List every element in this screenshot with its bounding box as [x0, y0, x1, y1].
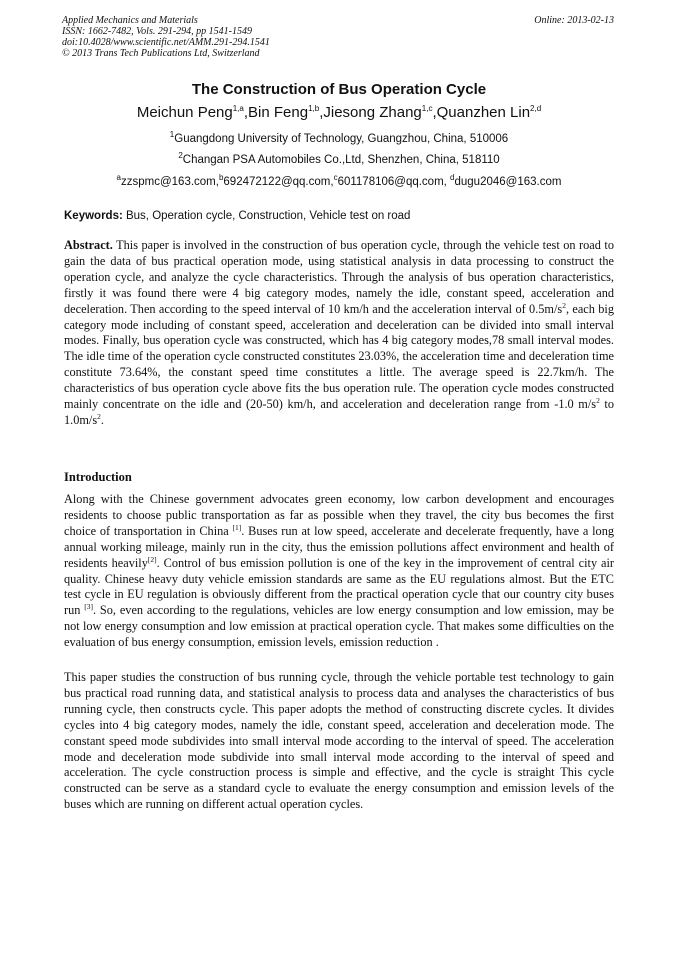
- author-emails: [0, 173, 678, 188]
- author-list: Meichun Peng$^{1,a}$,Bin Feng$^{1,b}$,Jiesong Zhang$^{1,c}$,Quanzhen Lin$^{2,d}$: [136, 104, 542, 121]
- email-marker: d: [450, 173, 455, 183]
- abstract-label: Abstract.: [64, 238, 113, 252]
- affiliation-1: [0, 130, 678, 145]
- body-text: . So, even according to the regulations, vehicles are low energy consumption and low emission, may be not low energy consumption and low emission at practical operation cycle. That makes some difficulties on the evaluation of bus energy consumption, emission levels, emission reduction .: [64, 603, 615, 650]
- email-marker: a: [116, 173, 121, 183]
- affiliation-2: [0, 151, 678, 166]
- citation-ref: [2]: [147, 554, 157, 564]
- email-address: 692472122@qq.com,: [223, 176, 334, 188]
- superscript: 2: [97, 411, 101, 421]
- email-address: 601178106@qq.com,: [337, 176, 451, 188]
- keywords-label: Keywords:: [64, 210, 123, 222]
- introduction-paragraph-2: This paper studies the construction of bus running cycle, through the vehicle portable test technology to gain bus practical road running data, and statistical analysis to process data and analyses the characteristics of bus running cycle, then constructs cycle. This paper adopts the method of constructing discrete cycles. It divides cycles into 4 big category modes, namely the idle, constant speed, acceleration and deceleration mode. The constant speed mode subdivides into small interval mode according to the interval of speed. The acceleration mode and deceleration mode subdivide into small interval mode according to the interval of speed and acceleration. The cycle construction process is simple and effective, and the cycle is straight This cycle constructed can be serve as a standard cycle to evaluate the energy consumption and emission levels of the buses which are running on different actual operation cycles.: [64, 670, 614, 812]
- author-marker: 1,c: [421, 104, 433, 113]
- author-name: Jiesong Zhang: [323, 104, 422, 121]
- email-address: dugu2046@163.com: [454, 176, 562, 188]
- citation-ref: [1]: [232, 522, 242, 532]
- abstract-text: This paper is involved in the construction of bus operation cycle, through the vehicle test on road to gain the data of bus practical operation mode, using statistical analysis in data processing to construct the operation cycle, and analyze the cycle characteristics. Through the analysis of bus operation characteristics, firstly it was found there were 4 big category modes, namely the idle, constant speed, acceleration and deceleration. Then according to the speed interval of 10 km/h and the acceleration interval of 0.5m/s: [64, 238, 614, 316]
- affiliation-marker: 2: [178, 151, 183, 161]
- doi-line: doi:10.4028/www.scientific.net/AMM.291-294.1541: [62, 37, 270, 48]
- paper-title: The Construction of Bus Operation Cycle: [191, 81, 487, 98]
- abstract-paragraph: [64, 238, 614, 429]
- author-name: Quanzhen Lin: [436, 104, 531, 121]
- copyright-line: © 2013 Trans Tech Publications Ltd, Switzerland: [62, 48, 260, 59]
- abstract-text: , each big category mode including of constant speed, acceleration and deceleration can be divided into small interval modes. Finally, bus operation cycle was constructed, which has 4 big category modes,78 small interval modes. The idle time of the operation cycle constructed constitutes 23.03%, the acceleration time and deceleration time constitute 73.64%, the constant speed time constitutes a little. The average speed is 22.7km/h. The characteristics of bus operation cycle above fits the bus operation rule. The operation cycle modes constructed mainly concentrate on the idle and (20-50) km/h, and acceleration and deceleration range from -1.0 m/s: [64, 301, 614, 412]
- author-name: Bin Feng: [248, 104, 309, 121]
- journal-name: Applied Mechanics and Materials: [62, 15, 198, 26]
- author-marker: 1,a: [232, 104, 244, 113]
- affiliation-marker: 1: [169, 130, 175, 140]
- superscript: 2: [562, 300, 566, 310]
- section-heading-introduction: Introduction: [64, 470, 132, 484]
- author-marker: 1,b: [308, 104, 320, 113]
- affiliation-text: Changan PSA Automobiles Co.,Ltd, Shenzhen, China, 518110: [182, 154, 500, 166]
- citation-ref: [3]: [84, 602, 93, 612]
- email-marker: c: [333, 173, 338, 183]
- email-address: zzspmc@163.com,: [121, 176, 219, 188]
- body-text: . Buses run at low speed, accelerate and decelerate frequently, have a long annual working mileage, mainly run in the city, thus the emission pollutions affect environment and health of residents heavily: [64, 523, 614, 570]
- body-text: . Control of bus emission pollution is one of the key in the improvement of central city air quality. Chinese heavy duty vehicle emission standards are same as the EU regulations almost. But the ETC test cycle in EU regulation is obviously different from the practical operation cycle that our country city buses run: [64, 555, 614, 618]
- abstract-text: .: [100, 412, 104, 427]
- email-marker: b: [218, 173, 224, 183]
- journal-header: [62, 15, 614, 59]
- abstract-text: to 1.0m/s: [64, 397, 614, 427]
- author-marker: 2,d: [530, 104, 542, 113]
- issn-line: ISSN: 1662-7482, Vols. 291-294, pp 1541-1549: [62, 26, 252, 37]
- introduction-paragraph-1: [64, 492, 614, 651]
- body-text: Along with the Chinese government advocates green economy, low carbon development and encourages residents to choose public transportation as far as possible when they travel, the city bus becomes the first choice of transportation in China: [64, 492, 614, 538]
- keywords-line: [64, 210, 616, 222]
- affiliation-text: Guangdong University of Technology, Guangzhou, China, 510006: [174, 133, 509, 145]
- author-name: Meichun Peng: [136, 104, 233, 121]
- online-date: Online: 2013-02-13: [534, 15, 614, 26]
- superscript: 2: [596, 395, 600, 405]
- keywords-text: Bus, Operation cycle, Construction, Vehicle test on road: [122, 210, 411, 222]
